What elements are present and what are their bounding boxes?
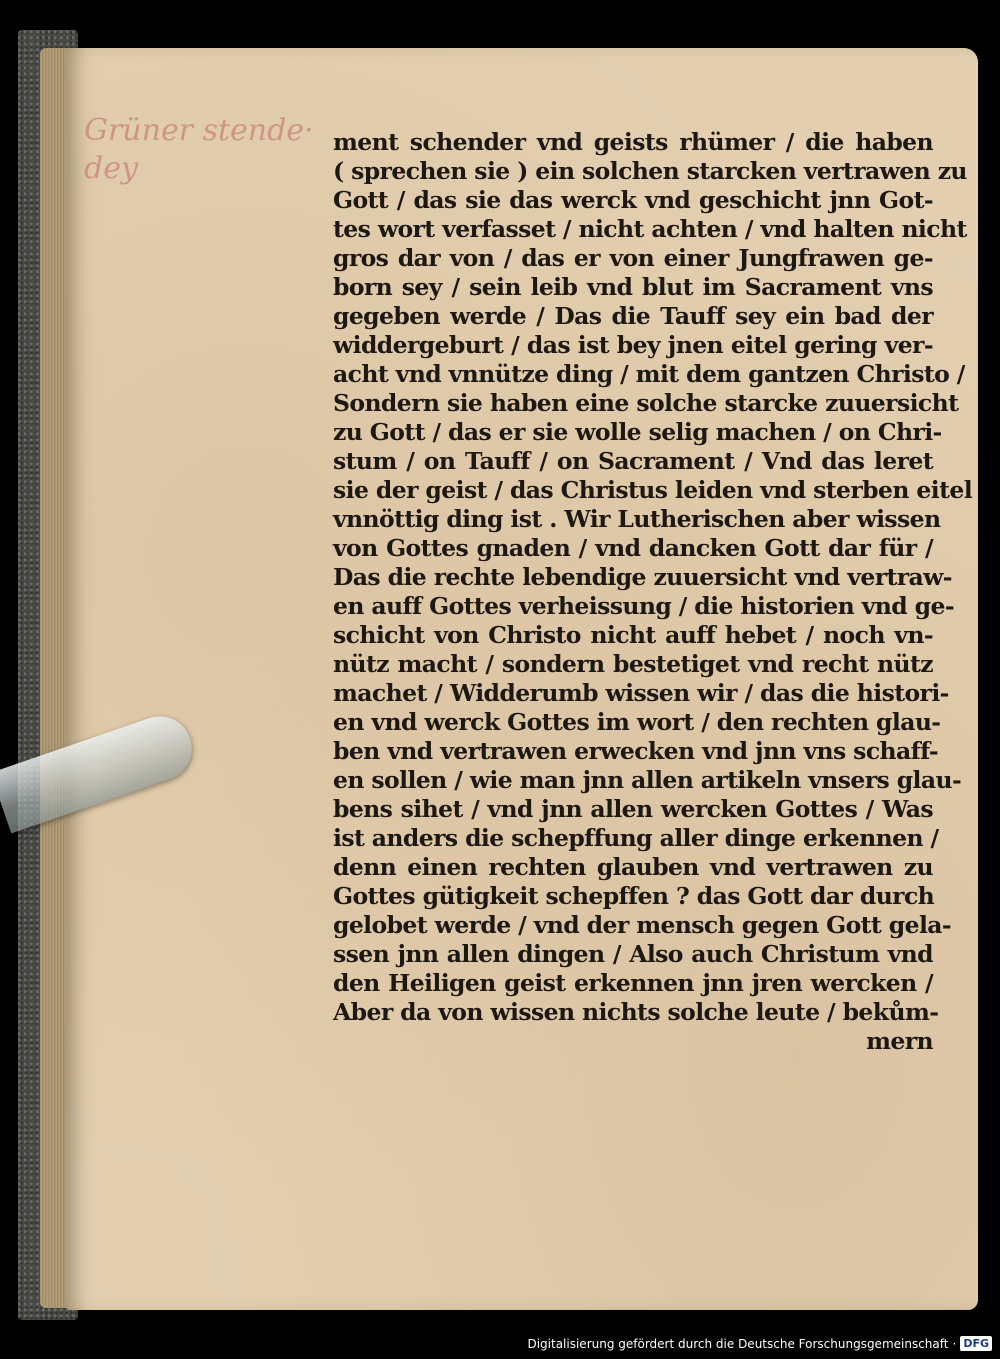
text-line: ben vnd vertrawen erwecken vnd jnn vns schaff- (333, 737, 938, 765)
text-line: gegeben werde / Das die Tauff sey ein bad der (333, 302, 933, 330)
funding-footer (527, 1336, 992, 1351)
text-line: ist anders die schepffung aller dinge erkennen / (333, 824, 939, 852)
text-line: bens sihet / vnd jnn allen wercken Gottes / Was (333, 795, 933, 823)
text-line: ment schender vnd geists rhümer / die haben (333, 128, 933, 156)
text-line: ( sprechen sie ) ein solchen starcken vertrawen zu (333, 157, 967, 185)
text-line: widdergeburt / das ist bey jnen eitel gering ver- (333, 331, 933, 359)
text-line: tes wort verfasset / nicht achten / vnd halten nicht (333, 215, 967, 243)
text-line: denn einen rechten glauben vnd vertrawen zu (333, 853, 933, 881)
text-line: born sey / sein leib vnd blut im Sacrament vns (333, 273, 933, 301)
text-line: en sollen / wie man jnn allen artikeln vnsers glau- (333, 766, 962, 794)
printed-text-block (333, 128, 973, 1056)
text-line: en vnd werck Gottes im wort / den rechten glau- (333, 708, 941, 736)
text-line: vnnöttig ding ist . Wir Lutherischen aber wissen (333, 505, 941, 533)
text-line: gelobet werde / vnd der mensch gegen Gott gela- (333, 911, 952, 939)
text-line: schicht von Christo nicht auff hebet / noch vn- (333, 621, 933, 649)
text-line: Gott / das sie das werck vnd geschicht jnn Got- (333, 186, 933, 214)
text-line: mern (866, 1027, 933, 1055)
text-line: ssen jnn allen dingen / Also auch Christum vnd (333, 940, 933, 968)
text-line: den Heiligen geist erkennen jnn jren wercken / (333, 969, 933, 997)
text-line: stum / on Tauff / on Sacrament / Vnd das leret (333, 447, 933, 475)
text-line: zu Gott / das er sie wolle selig machen / on Chri- (333, 418, 942, 446)
text-line: en auff Gottes verheissung / die historien vnd ge- (333, 592, 954, 620)
funding-credit-text: Digitalisierung gefördert durch die Deutsche Forschungsgemeinschaft (527, 1336, 949, 1351)
text-line: sie der geist / das Christus leiden vnd sterben eitel (333, 476, 973, 504)
text-line: von Gottes gnaden / vnd dancken Gott dar für / (333, 534, 933, 562)
text-line: machet / Widderumb wissen wir / das die histori- (333, 679, 949, 707)
text-line: acht vnd vnnütze ding / mit dem gantzen Christo / (333, 360, 965, 388)
text-line: Gottes gütigkeit schepffen ? das Gott dar durch (333, 882, 935, 910)
handwritten-marginal-note: Grüner stende· dey (84, 113, 314, 186)
text-line: nütz macht / sondern bestetiget vnd recht nütz (333, 650, 933, 678)
footer-separator: · (952, 1336, 957, 1351)
text-line: Aber da von wissen nichts solche leute / bekům- (333, 998, 939, 1026)
text-line: Das die rechte lebendige zuuersicht vnd vertraw- (333, 563, 952, 591)
dfg-logo: DFG (960, 1336, 992, 1351)
text-line: gros dar von / das er von einer Jungfrawen ge- (333, 244, 933, 272)
text-line: Sondern sie haben eine solche starcke zuuersicht (333, 389, 959, 417)
